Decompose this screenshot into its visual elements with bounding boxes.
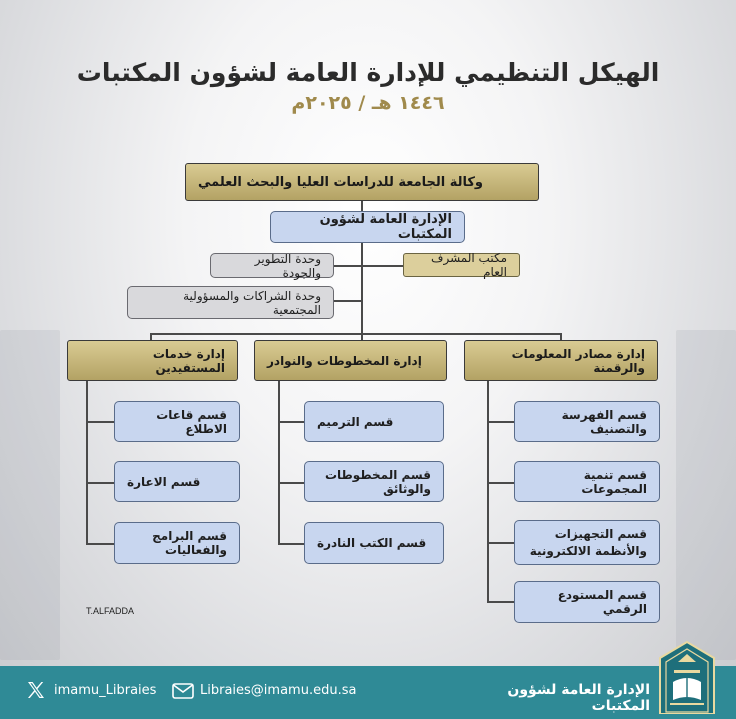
section-box	[514, 461, 660, 502]
department-box	[254, 340, 447, 381]
connector	[333, 300, 362, 302]
credit-text: T.ALFADDA	[86, 606, 135, 616]
section-box	[304, 401, 444, 442]
connector	[361, 242, 363, 334]
department-label: إدارة مصادر المعلومات والرقمنة	[511, 346, 645, 375]
section-label: قسم البرامج والفعاليات	[152, 529, 227, 557]
connector	[278, 543, 304, 545]
section-label: قسم الاعارة	[127, 474, 201, 489]
connector	[487, 482, 514, 484]
section-label: قسم قاعات الاطلاع	[156, 407, 227, 436]
section-label: قسم الترميم	[317, 414, 394, 429]
background-shelf-left	[0, 330, 60, 660]
section-label: قسم الفهرسة والتصنيف	[561, 407, 647, 436]
page-subtitle: ١٤٤٦ هـ / ٢٠٢٥م	[291, 92, 445, 114]
section-box	[114, 461, 240, 502]
connector	[487, 381, 489, 602]
supervisor-office-label: مكتب المشرف العام	[431, 251, 507, 279]
twitter-handle-link[interactable]: imamu_Libraies	[54, 683, 157, 698]
section-label: قسم تنمية المجموعات	[581, 467, 647, 496]
connector	[150, 333, 561, 335]
section-label: قسم الكتب النادرة	[317, 536, 427, 550]
background-shelf-right	[676, 330, 736, 660]
footer-org-name: الإدارة العامة لشؤون المكتبات	[507, 682, 650, 714]
org-top-label: وكالة الجامعة للدراسات العليا والبحث العلمي	[198, 174, 484, 190]
section-box	[514, 401, 660, 442]
connector	[361, 265, 403, 267]
section-box	[114, 401, 240, 442]
connector	[86, 543, 114, 545]
x-twitter-icon[interactable]	[26, 680, 46, 700]
department-box	[67, 340, 238, 381]
dev-quality-label: وحدة التطوير والجودة	[254, 251, 321, 280]
org-general-label: الإدارة العامة لشؤون المكتبات	[319, 212, 452, 242]
university-logo-icon	[656, 640, 718, 714]
page-title: الهيكل التنظيمي للإدارة العامة لشؤون المكتبات	[76, 58, 660, 87]
section-box	[304, 461, 444, 502]
connector	[278, 482, 304, 484]
section-box	[514, 520, 660, 565]
connector	[86, 482, 114, 484]
email-link[interactable]: Libraies@imamu.edu.sa	[200, 683, 357, 698]
section-box	[114, 522, 240, 564]
connector	[487, 421, 514, 423]
email-icon[interactable]	[172, 683, 194, 699]
connector	[278, 381, 280, 543]
department-box	[464, 340, 658, 381]
supervisor-office-box	[403, 253, 520, 277]
section-label: قسم التجهيزات والأنظمة الالكترونية	[529, 527, 647, 558]
dev-quality-box	[210, 253, 334, 278]
department-label: إدارة خدمات المستفيدين	[152, 346, 225, 375]
org-top-box	[185, 163, 539, 201]
connector	[278, 421, 304, 423]
partnerships-box	[127, 286, 334, 319]
connector	[86, 381, 88, 543]
connector	[333, 265, 362, 267]
section-label: قسم المخطوطات والوثائق	[324, 467, 431, 496]
connector	[487, 542, 514, 544]
section-label: قسم المستودع الرقمي	[557, 588, 647, 616]
connector	[86, 421, 114, 423]
connector	[487, 601, 514, 603]
section-box	[304, 522, 444, 564]
partnerships-label: وحدة الشراكات والمسؤولية المجتمعية	[183, 288, 321, 317]
department-label: إدارة المخطوطات والنوادر	[267, 353, 422, 368]
section-box	[514, 581, 660, 623]
org-general-box	[270, 211, 465, 243]
